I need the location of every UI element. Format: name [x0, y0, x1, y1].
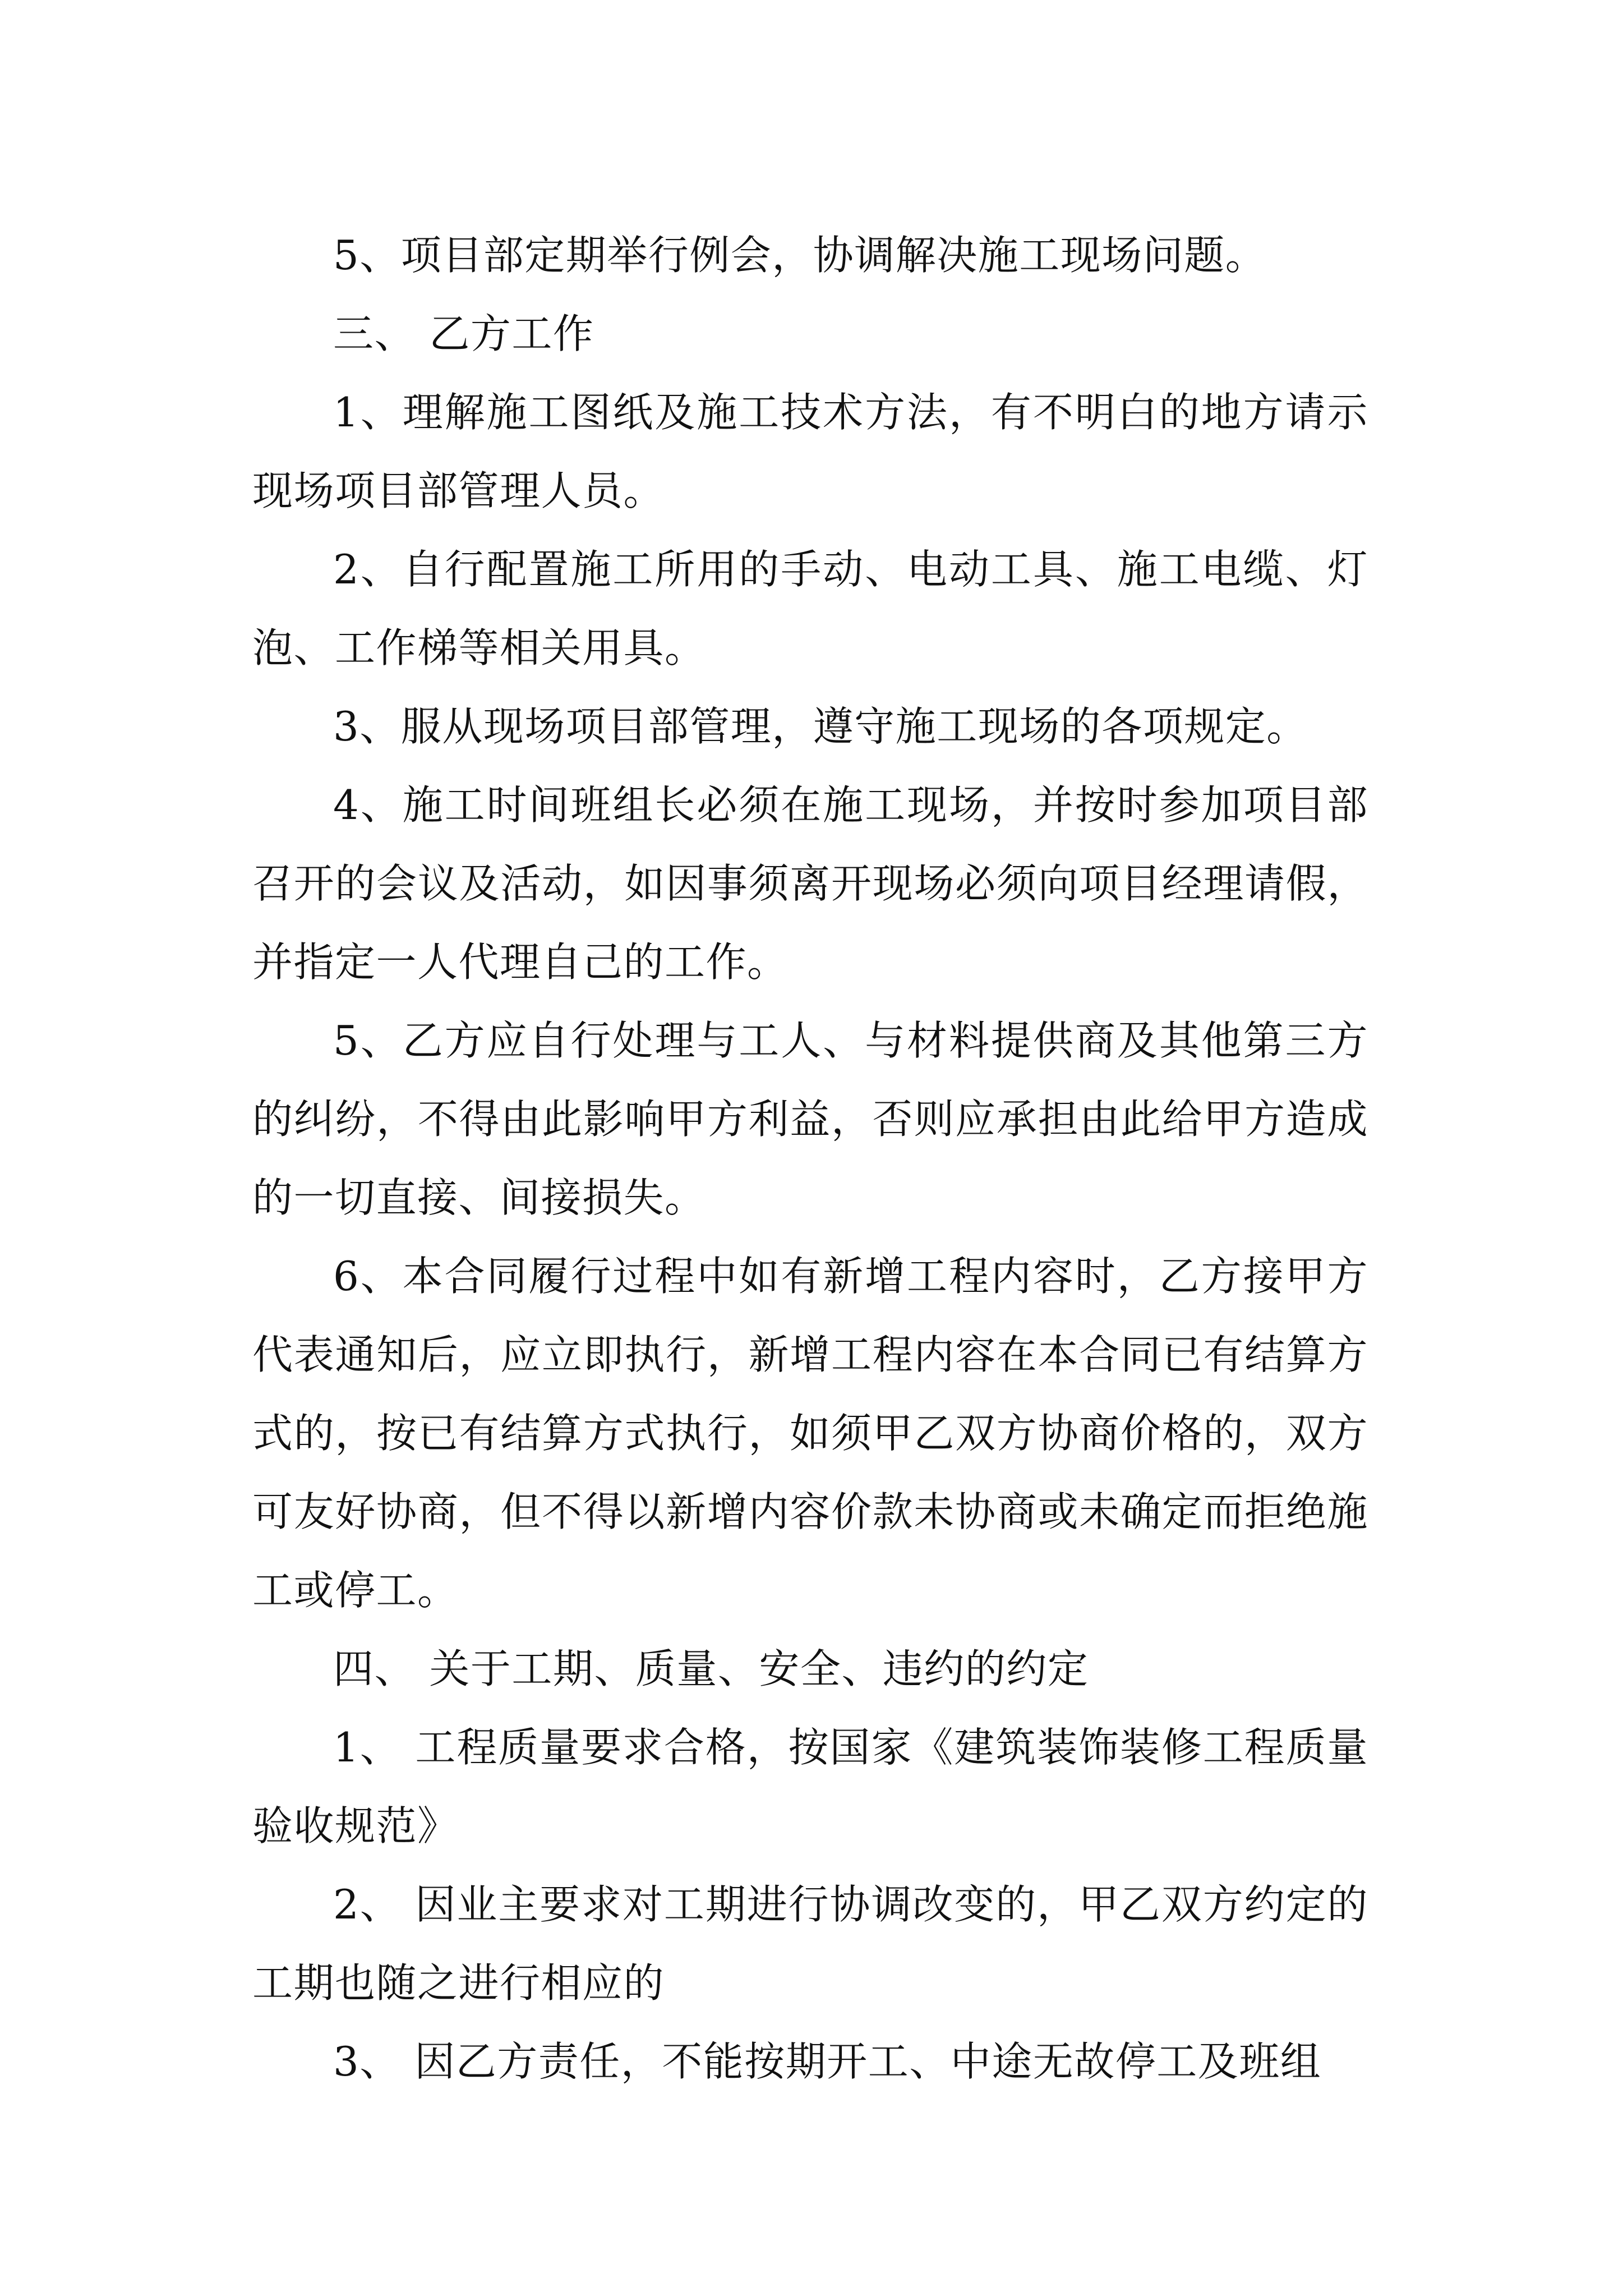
paragraph-5: 4、施工时间班组长必须在施工现场，并按时参加项目部召开的会议及活动，如因事须离开现场必须向项目经理请假，并指定一人代理自己的工作。 [252, 781, 1368, 986]
section-heading-4: 四、 关于工期、质量、安全、违约的约定 [333, 1645, 1089, 1692]
paragraph-6: 5、乙方应自行处理与工人、与材料提供商及其他第三方的纠纷，不得由此影响甲方利益，否则应承担由此给甲方造成的一切直接、间接损失。 [252, 1017, 1368, 1221]
paragraph-7: 6、本合同履行过程中如有新增工程内容时，乙方接甲方代表通知后，应立即执行，新增工程内容在本合同已有结算方式的，按已有结算方式执行，如须甲乙双方协商价格的，双方可友好协商，但不得以新增内容价款未协商或未确定而拒绝施工或停工。 [252, 1253, 1368, 1614]
document-page [252, 216, 1368, 2101]
section-heading-3: 三、 乙方工作 [333, 310, 594, 357]
paragraph-1: 5、项目部定期举行例会，协调解决施工现场问题。 [333, 232, 1267, 279]
paragraph-9: 2、 因业主要求对工期进行协调改变的，甲乙双方约定的工期也随之进行相应的 [252, 1881, 1368, 2007]
paragraph-3: 2、自行配置施工所用的手动、电动工具、施工电缆、灯泡、工作梯等相关用具。 [252, 546, 1368, 671]
paragraph-4: 3、服从现场项目部管理，遵守施工现场的各项规定。 [333, 703, 1308, 750]
paragraph-10: 3、 因乙方责任，不能按期开工、中途无故停工及班组 [333, 2038, 1322, 2085]
paragraph-8: 1、 工程质量要求合格，按国家《建筑装饰装修工程质量验收规范》 [252, 1724, 1368, 1849]
paragraph-2: 1、理解施工图纸及施工技术方法，有不明白的地方请示现场项目部管理人员。 [252, 389, 1368, 514]
